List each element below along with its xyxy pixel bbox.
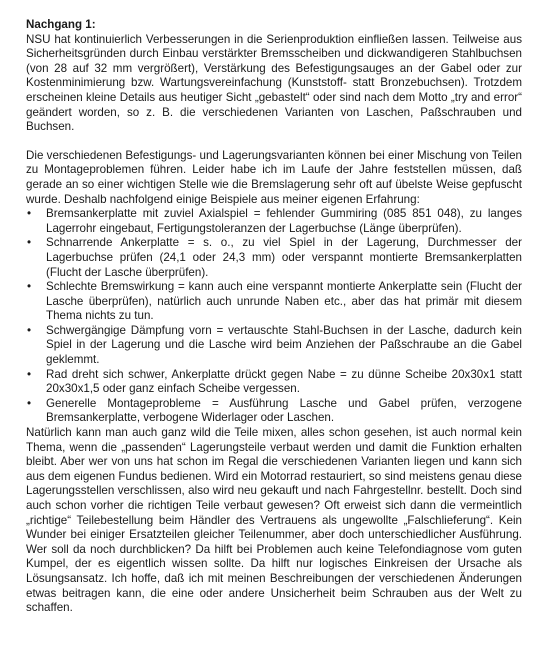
- list-item: [26, 236, 522, 280]
- list-item-text: Schlechte Bremswirkung = kann auch eine verspannt montierte Ankerplatte sein (Flucht der Lasche überprüfen), natürlich auch unrunde Naben etc., aber das hat primär mit diesem Thema nichts zu tun.: [46, 280, 522, 323]
- list-item: [26, 368, 522, 397]
- bullet-icon: •: [27, 280, 32, 294]
- bullet-icon: •: [27, 236, 32, 250]
- list-item: [26, 397, 522, 426]
- list-item-text: Schnarrende Ankerplatte = s. o., zu viel Spiel in der Lagerung, Durchmesser der Lagerbuchse prüfen (24,1 oder 24,3 mm) oder verspannt montierte Bremsankerplatten (Flucht der Lasche überprüfen).: [46, 236, 522, 279]
- list-item-text: Bremsankerplatte mit zuviel Axialspiel = fehlender Gummiring (085 851 048), zu langes Lagerrohr eingebaut, Fertigungstoleranzen der Lagerbuchse (Länge überprüfen).: [46, 207, 522, 235]
- bullet-icon: •: [27, 396, 32, 410]
- bullet-icon: •: [27, 367, 32, 381]
- list-item-text: Generelle Montageprobleme = Ausführung Lasche und Gabel prüfen, verzogene Bremsankerplatte, verbogene Widerlager oder Laschen.: [46, 396, 522, 425]
- intro-paragraph: NSU hat kontinuierlich Verbesserungen in die Serienproduktion einfließen lassen. Teilweise aus Sicherheitsgründen durch Einbau verstärkter Bremsscheiben und dickwandigeren Stahlbuchsen (von 28 auf 32 mm vergrößert), Verstärkung des Befestigungsauges an der Gabel oder zur Kostenminimierung bzw. Wartungsvereinfachung (Kunststoff- statt Bronzebuchsen). Trotzdem erscheinen kleine Details aus heutiger Sicht „gebastelt“ oder sind nach dem Motto „try and error“ geändert worden, so z. B. die verschiedenen Varianten von Laschen, Paßschrauben und Buchsen.: [26, 32, 522, 134]
- list-item: [26, 324, 522, 368]
- closing-paragraph: Natürlich kann man auch ganz wild die Teile mixen, alles schon gesehen, ist auch normal kein Thema, wenn die „passenden“ Lagerungsteile verbaut werden und damit die Funktion erhalten bleibt. Aber wer von uns hat schon im Regal die verschiedenen Varianten liegen und kann sich aus dem eigenen Fundus bedienen. Wird ein Motorrad restauriert, so sind meistens genau diese Lagerungsstellen verschlissen, also wird neu gekauft und nach Fahrgestellnr. bestellt. Doch sind auch schon vorher die richtigen Teile verbaut gewesen? Oft erweist sich dann die vermeintlich „richtige“ Teilebestellung beim Händler des Vertrauens als ungewollte „Falschlieferung“. Kein Wunder bei einiger Ersatzteilen gleicher Teilenummer, aber doch unterschiedlicher Ausführung. Wer soll da noch durchblicken? Da hilft bei Problemen auch keine Telefondiagnose vom guten Kumpel, der es eigentlich wissen sollte. Da hilft nur logisches Einkreisen der Ursache als Lösungsansatz. Ich hoffe, daß ich mit meinen Beschreibungen der verschiedenen Änderungen etwas beitragen kann, die eine oder andere Unsicherheit beim Schrauben aus der Welt zu schaffen.: [26, 426, 522, 615]
- section-heading: Nachgang 1:: [26, 18, 96, 31]
- list-item-text: Schwergängige Dämpfung vorn = vertauschte Stahl-Buchsen in der Lasche, dadurch kein Spiel in der Lagerung und die Lasche wird beim Anziehen der Paßschraube an die Gabel geklemmt.: [46, 323, 522, 367]
- bullet-icon: •: [27, 207, 32, 221]
- list-item-text: Rad dreht sich schwer, Ankerplatte drückt gegen Nabe = zu dünne Scheibe 20x30x1 statt 20x30x1,5 oder ganz einfach Scheibe vergessen.: [46, 367, 522, 396]
- list-item: [26, 207, 522, 236]
- list-item: [26, 280, 522, 324]
- experience-list: [26, 207, 522, 426]
- bullet-icon: •: [27, 323, 32, 337]
- second-paragraph: Die verschiedenen Befestigungs- und Lagerungsvarianten können bei einer Mischung von Teilen zu Montageproblemen führen. Leider habe ich im Laufe der Jahre feststellen müssen, daß gerade an so einer wichtigen Stelle wie die Bremslagerung sehr oft auf übelste Weise gepfuscht wurde. Deshalb nachfolgend einige Beispiele aus meiner eigenen Erfahrung:: [26, 148, 522, 206]
